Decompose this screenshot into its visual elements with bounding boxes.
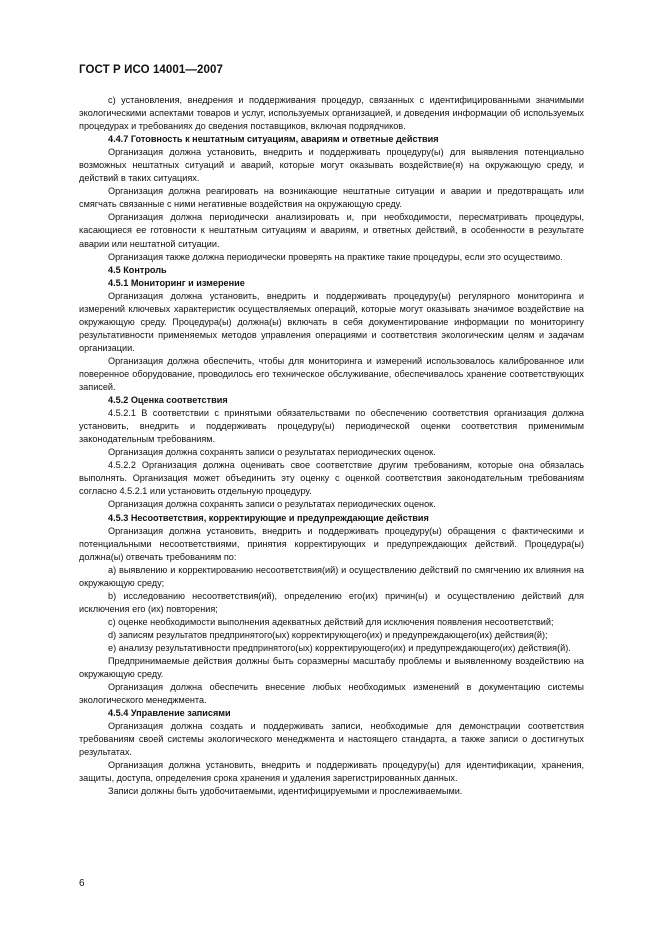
paragraph: Организация должна обеспечить внесение любых необходимых изменений в документацию системы экологического менеджмента. [79, 682, 584, 706]
paragraph: b) исследованию несоответствия(ий), определению его(их) причин(ы) и осуществлению действий для исключения его (их) повторения; [79, 590, 584, 614]
section-heading: 4.4.7 Готовность к нештатным ситуациям, авариям и ответные действия [108, 134, 439, 145]
paragraph: Организация должна сохранять записи о результатах периодических оценок. [108, 499, 436, 510]
paragraph: 4.5.2.1 В соответствии с принятыми обязательствами по обеспечению соответствия организация должна установить, внедрить и поддерживать процедуру(ы) периодической оценки соответствия применимым законодательным требованиям. [79, 408, 584, 445]
paragraph: с) оценке необходимости выполнения адекватных действий для исключения появления несоответствий; [108, 616, 554, 627]
paragraph: Организация должна сохранять записи о результатах периодических оценок. [108, 447, 436, 458]
paragraph: Организация должна периодически анализировать и, при необходимости, пересматривать процедуры, касающиеся ее готовности к нештатным ситуациям и авариям, и ответных действий, в особенности в результате аварии или нештатной ситуации. [79, 212, 584, 249]
paragraph: Организация должна установить, внедрить и поддерживать процедуру(ы) обращения с фактическими и потенциальными несоответствиями, принятия корректирующих и предупреждающих действий. Процедура(ы) должна(ы) отвечать требованиям по: [79, 525, 584, 562]
paragraph: Предпринимаемые действия должны быть соразмерны масштабу проблемы и выявленному воздействию на окружающую среду. [79, 656, 584, 680]
paragraph: d) записям результатов предпринятого(ых) корректирующего(их) и предупреждающего(их) действия(й); [108, 629, 548, 640]
paragraph: Организация должна установить, внедрить и поддерживать процедуру(ы) регулярного мониторинга и измерений ключевых характеристик осуществляемых операций, которые могут оказывать значимое воздействие на окружающую среду. Процедура(ы) должна(ы) включать в себя документирование информации по мониторингу результативности применяемых методов управления операциями и соответствия экологическим целям и задачам организации. [79, 290, 584, 353]
paragraph: е) анализу результативности предпринятого(ых) корректирующего(их) и предупреждающего(их) действия(й). [108, 642, 571, 653]
paragraph: а) выявлению и корректированию несоответствия(ий) и осуществлению действий по смягчению их влияния на окружающую среду; [79, 564, 584, 588]
section-heading: 4.5.4 Управление записями [108, 708, 231, 719]
paragraph: Записи должны быть удобочитаемыми, идентифицируемыми и прослеживаемыми. [108, 786, 463, 797]
document-body [79, 94, 584, 799]
paragraph: 4.5.2.2 Организация должна оценивать свое соответствие другим требованиям, которые она обязалась выполнять. Организация может объединить эту оценку с оценкой соответствия законодательным требованиям согласно 4.5.2.1 или установить отдельную процедуру. [79, 460, 584, 497]
paragraph: Организация должна установить, внедрить и поддерживать процедуру(ы) для идентификации, хранения, защиты, доступа, определения срока хранения и удаления зарегистрированных данных. [79, 760, 584, 784]
section-heading: 4.5.1 Мониторинг и измерение [108, 277, 245, 288]
paragraph: Организация также должна периодически проверять на практике такие процедуры, если это осуществимо. [108, 251, 563, 262]
page-number: 6 [79, 878, 85, 889]
paragraph: Организация должна обеспечить, чтобы для мониторинга и измерений использовалось калиброванное или поверенное оборудование, проводилось его техническое обслуживание, обеспечивалось хранение соответствующих записей. [79, 355, 584, 393]
section-heading: 4.5 Контроль [108, 264, 167, 275]
document-header: ГОСТ Р ИСО 14001—2007 [79, 64, 224, 76]
paragraph: Организация должна реагировать на возникающие нештатные ситуации и аварии и предотвращать или смягчать связанные с ними негативные воздействия на окружающую среду. [79, 186, 584, 210]
paragraph: Организация должна создать и поддерживать записи, необходимые для демонстрации соответствия требованиям своей системы экологического менеджмента и настоящего стандарта, а также записи о достигнутых результатах. [79, 721, 584, 758]
paragraph: Организация должна установить, внедрить и поддерживать процедуру(ы) для выявления потенциально возможных нештатных ситуаций и аварий, которые могут оказывать воздействие(я) на окружающую среду, и действий в таких ситуациях. [79, 147, 584, 184]
section-heading: 4.5.2 Оценка соответствия [108, 395, 228, 406]
section-heading: 4.5.3 Несоответствия, корректирующие и предупреждающие действия [108, 512, 429, 523]
paragraph: с) установления, внедрения и поддерживания процедур, связанных с идентифицированными значимыми экологическими аспектами товаров и услуг, используемых организацией, и доведения информации об используемых процедурах и требованиях до сведения поставщиков, включая подрядчиков. [79, 95, 584, 132]
